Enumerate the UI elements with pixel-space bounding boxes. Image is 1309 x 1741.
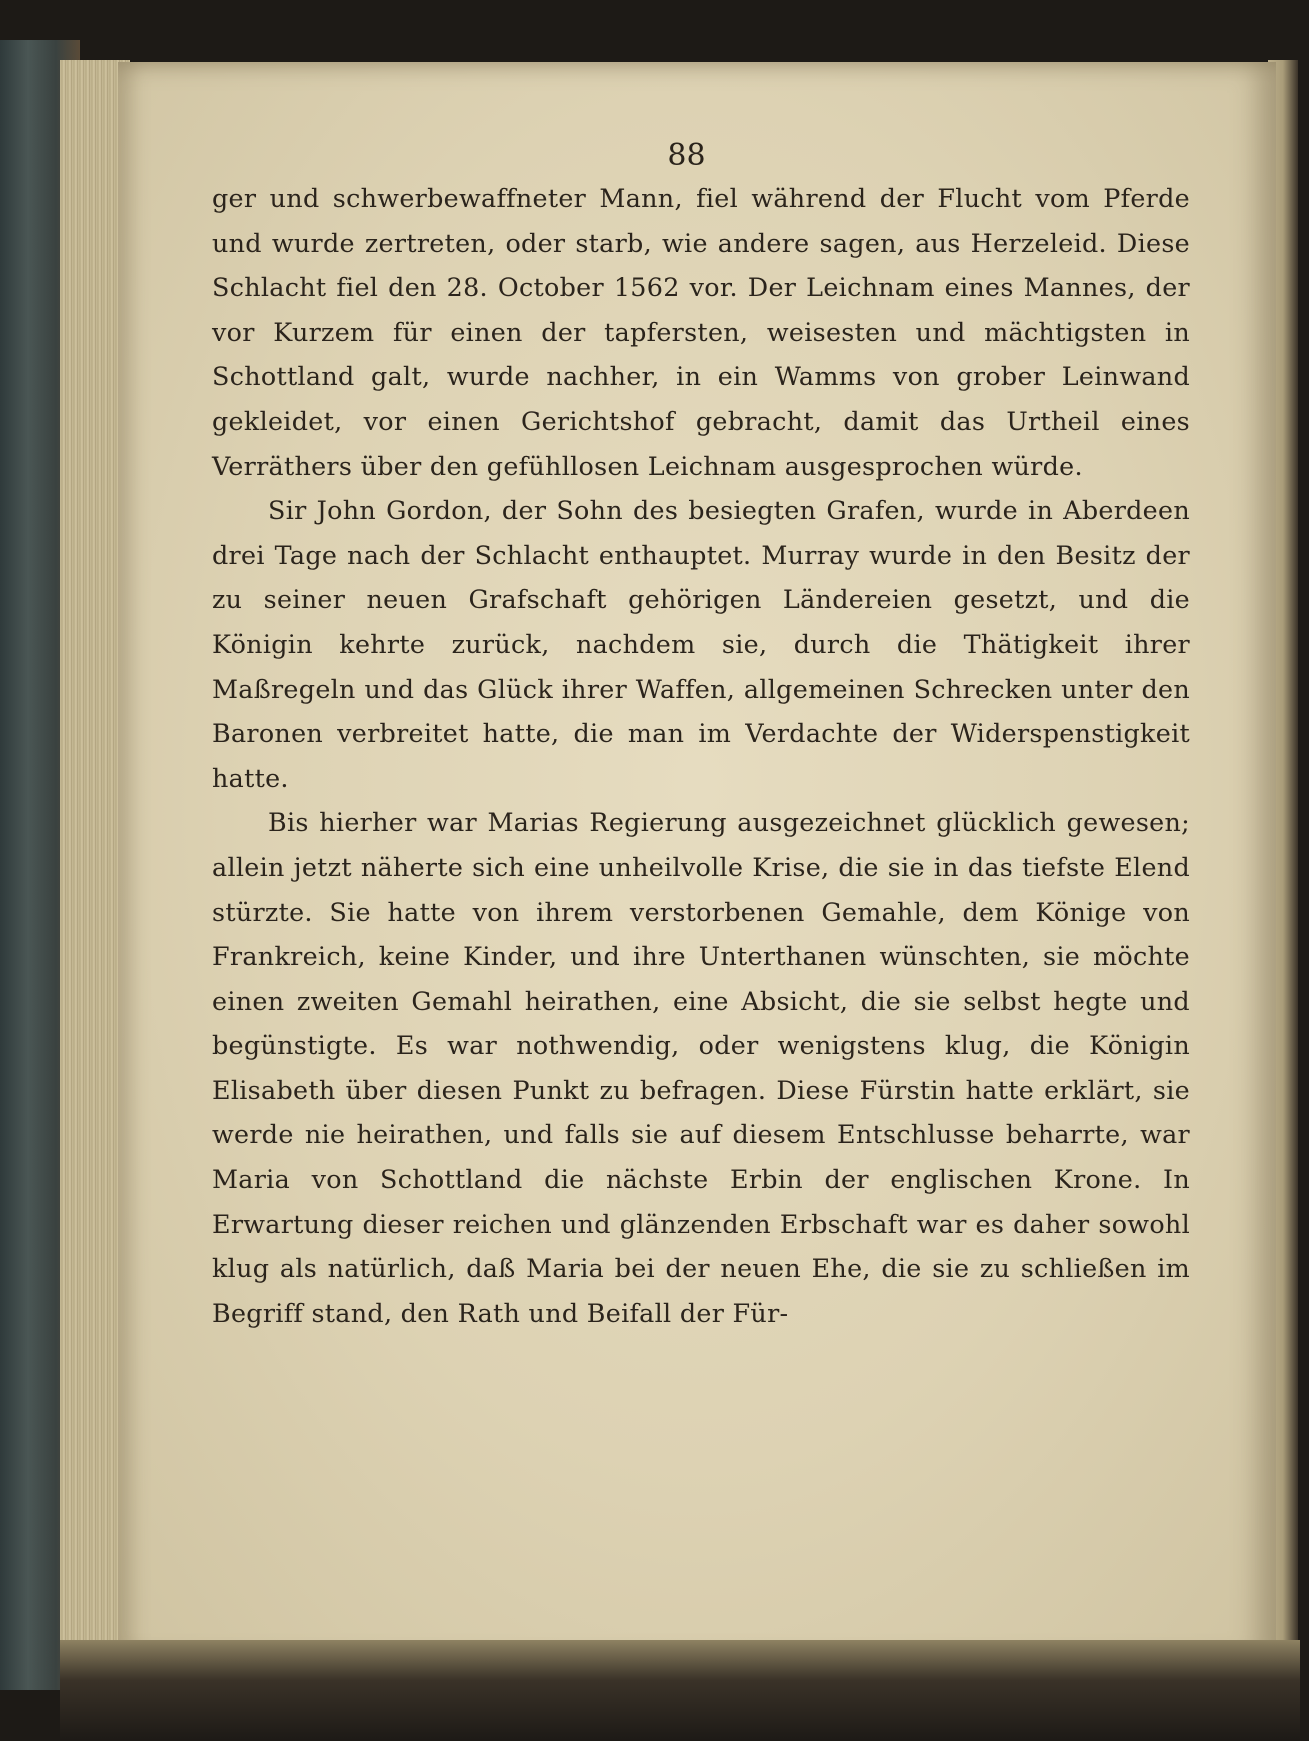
page-body: [212, 176, 1190, 1335]
paragraph-2: Sir John Gordon, der Sohn des besiegten Grafen, wurde in Aberdeen drei Tage nach der Schlacht enthauptet. Murray wurde in den Besitz der zu seiner neuen Grafschaft gehörigen Ländereien gesetzt, und die Königin kehrte zurück, nachdem sie, durch die Thätigkeit ihrer Maßregeln und das Glück ihrer Waffen, allgemeinen Schrecken unter den Baronen verbreitet hatte, die man im Verdachte der Widerspenstigkeit hatte.: [212, 495, 1190, 793]
paragraph-3: Bis hierher war Marias Regierung ausgezeichnet glücklich gewesen; allein jetzt näherte sich eine unheilvolle Krise, die sie in das tiefste Elend stürzte. Sie hatte von ihrem verstorbenen Gemahle, dem Könige von Frankreich, keine Kinder, und ihre Unterthanen wünschten, sie möchte einen zweiten Gemahl heirathen, eine Absicht, die sie selbst hegte und begünstigte. Es war nothwendig, oder wenigstens klug, die Königin Elisabeth über diesen Punkt zu befragen. Diese Fürstin hatte erklärt, sie werde nie heirathen, und falls sie auf diesem Entschlusse beharrte, war Maria von Schottland die nächste Erbin der englischen Krone. In Erwartung dieser reichen und glänzenden Erbschaft war es daher sowohl klug als natürlich, daß Maria bei der neuen Ehe, die sie zu schließen im Begriff stand, den Rath und Beifall der Für-: [212, 807, 1190, 1328]
bottom-shadow: [60, 1640, 1300, 1741]
paragraph-1: ger und schwerbewaffneter Mann, fiel während der Flucht vom Pferde und wurde zertreten, oder starb, wie andere sagen, aus Herzeleid. Diese Schlacht fiel den 28. October 1562 vor. Der Leichnam eines Mannes, der vor Kurzem für einen der tapfersten, weisesten und mächtigsten in Schottland galt, wurde nachher, in ein Wamms von grober Leinwand gekleidet, vor einen Gerichtshof gebracht, damit das Urtheil eines Verräthers über den gefühllosen Leichnam ausgesprochen würde.: [212, 183, 1190, 481]
page-number: 88: [667, 138, 706, 173]
